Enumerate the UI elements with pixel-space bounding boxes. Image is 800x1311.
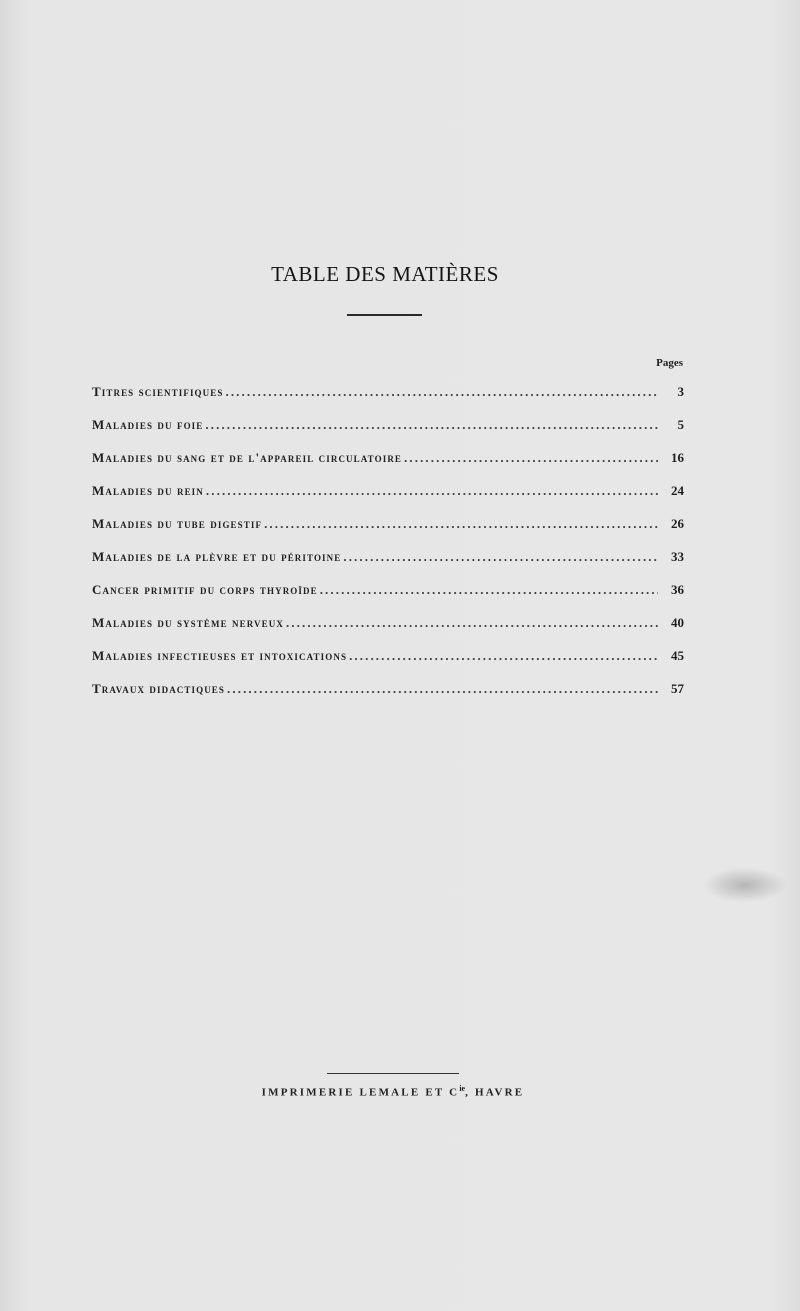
footer-divider xyxy=(327,1073,459,1074)
dot-leader xyxy=(206,483,658,499)
toc-entry-page: 26 xyxy=(671,516,684,531)
printer-imprint xyxy=(0,1084,786,1099)
toc-entry-title: Maladies du foie xyxy=(92,417,204,432)
page-title: TABLE DES MATIÈRES xyxy=(271,262,499,286)
toc-entry-page: 57 xyxy=(671,681,684,696)
toc-entry xyxy=(92,367,684,400)
toc-entry-title: Maladies du sang et de l'appareil circulatoire xyxy=(92,450,403,465)
toc-entry-page: 36 xyxy=(671,582,684,597)
toc-entry xyxy=(92,433,684,466)
toc-entry xyxy=(92,631,684,664)
imprint-superscript: ie xyxy=(459,1084,466,1093)
dot-leader xyxy=(205,417,658,433)
dot-leader xyxy=(320,582,658,598)
toc-entry xyxy=(92,466,684,499)
toc-entry-title: Maladies du système nerveux xyxy=(92,615,284,630)
toc-entry-page: 40 xyxy=(671,615,684,630)
dot-leader xyxy=(264,516,658,532)
toc-entry-title: Maladies de la plèvre et du péritoine xyxy=(92,549,342,564)
dot-leader xyxy=(227,681,658,697)
toc-entry-title: Maladies du rein xyxy=(92,483,204,498)
toc-entry xyxy=(92,400,684,433)
toc-entry-page: 3 xyxy=(677,384,684,399)
toc-entry-title: Cancer primitif du corps thyroïde xyxy=(92,582,318,597)
toc-entry xyxy=(92,565,684,598)
title-divider xyxy=(347,314,422,316)
toc-entry xyxy=(92,499,684,532)
toc-entry-title: Titres scientifiques xyxy=(92,384,224,399)
dot-leader xyxy=(404,450,658,466)
toc-entry xyxy=(92,532,684,565)
table-of-contents xyxy=(92,367,684,697)
toc-entry-title: Maladies du tube digestif xyxy=(92,516,263,531)
toc-entry xyxy=(92,664,684,697)
pages-column-label: Pages xyxy=(656,357,683,369)
toc-entry-title: Maladies infectieuses et intoxications xyxy=(92,648,348,663)
toc-entry xyxy=(92,598,684,631)
imprint-suffix: , HAVRE xyxy=(465,1086,525,1099)
dot-leader xyxy=(349,648,658,664)
toc-entry-page: 33 xyxy=(671,549,684,564)
imprint-text: IMPRIMERIE LEMALE ET C xyxy=(261,1086,460,1099)
toc-entry-page: 16 xyxy=(671,450,684,465)
dot-leader xyxy=(343,549,658,565)
toc-entry-title: Travaux didactiques xyxy=(92,681,226,696)
toc-entry-page: 24 xyxy=(671,483,684,498)
dot-leader xyxy=(225,384,658,400)
toc-entry-page: 5 xyxy=(677,417,684,432)
dot-leader xyxy=(286,615,658,631)
toc-entry-page: 45 xyxy=(671,648,684,663)
